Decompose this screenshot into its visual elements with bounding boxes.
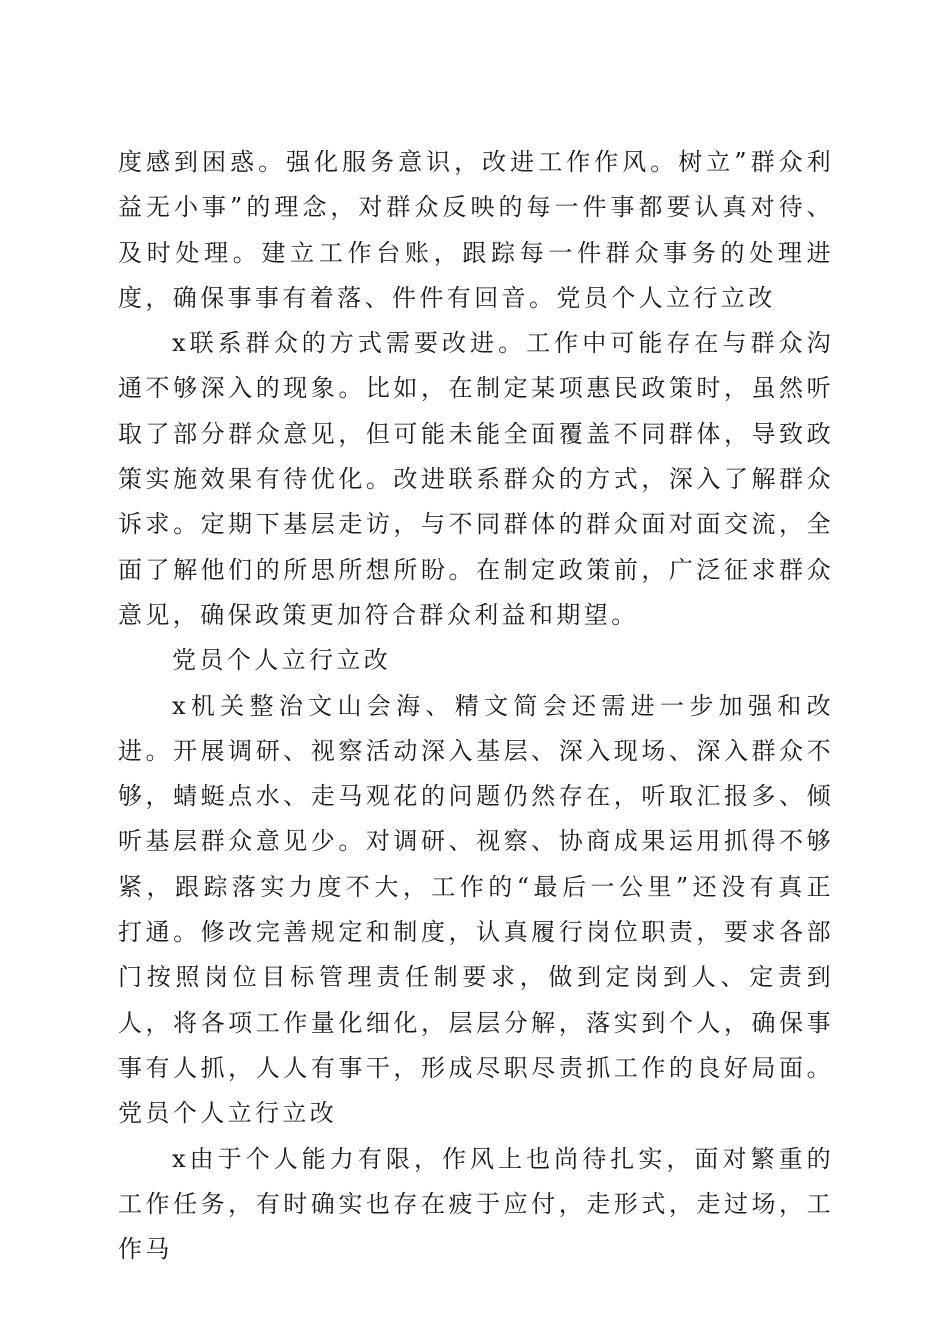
paragraph-meetings-reform: x机关整治文山会海、精文简会还需进一步加强和改进。开展调研、视察活动深入基层、深入现场、深入群众不够，蜻蜓点水、走马观花的问题仍然存在，听取汇报多、倾听基层群众意见少。对调研、视察、协商成果运用抓得不够紧，跟踪落实力度不大，工作的“最后一公里”还没有真正打通。修改完善规定和制度，认真履行岗位职责，要求各部门按照岗位目标管理责任制要求，做到定岗到人、定责到人，将各项工作量化细化，层层分解，落实到个人，确保事事有人抓，人人有事干，形成尽职尽责抓工作的良好局面。党员个人立行立改 (118, 691, 834, 1128)
document-body (118, 140, 834, 1272)
paragraph-personal-ability: x由于个人能力有限，作风上也尚待扎实，面对繁重的工作任务，有时确实也存在疲于应付，走形式，走过场，工作马 (118, 1144, 834, 1264)
paragraph-heading-rectify: 党员个人立行立改 (172, 646, 392, 675)
paragraph-contact-masses: x联系群众的方式需要改进。工作中可能存在与群众沟通不够深入的现象。比如，在制定某项惠民政策时，虽然听取了部分群众意见，但可能未能全面覆盖不同群体，导致政策实施效果有待优化。改进联系群众的方式，深入了解群众诉求。定期下基层走访，与不同群体的群众面对面交流，全面了解他们的所思所想所盼。在制定政策前，广泛征求群众意见，确保政策更加符合群众利益和期望。 (118, 329, 834, 629)
paragraph-continued: 度感到困惑。强化服务意识，改进工作作风。树立”群众利益无小事”的理念，对群众反映的每一件事都要认真对待、及时处理。建立工作台账，跟踪每一件群众事务的处理进度，确保事事有着落、件件有回音。党员个人立行立改 (118, 148, 834, 312)
